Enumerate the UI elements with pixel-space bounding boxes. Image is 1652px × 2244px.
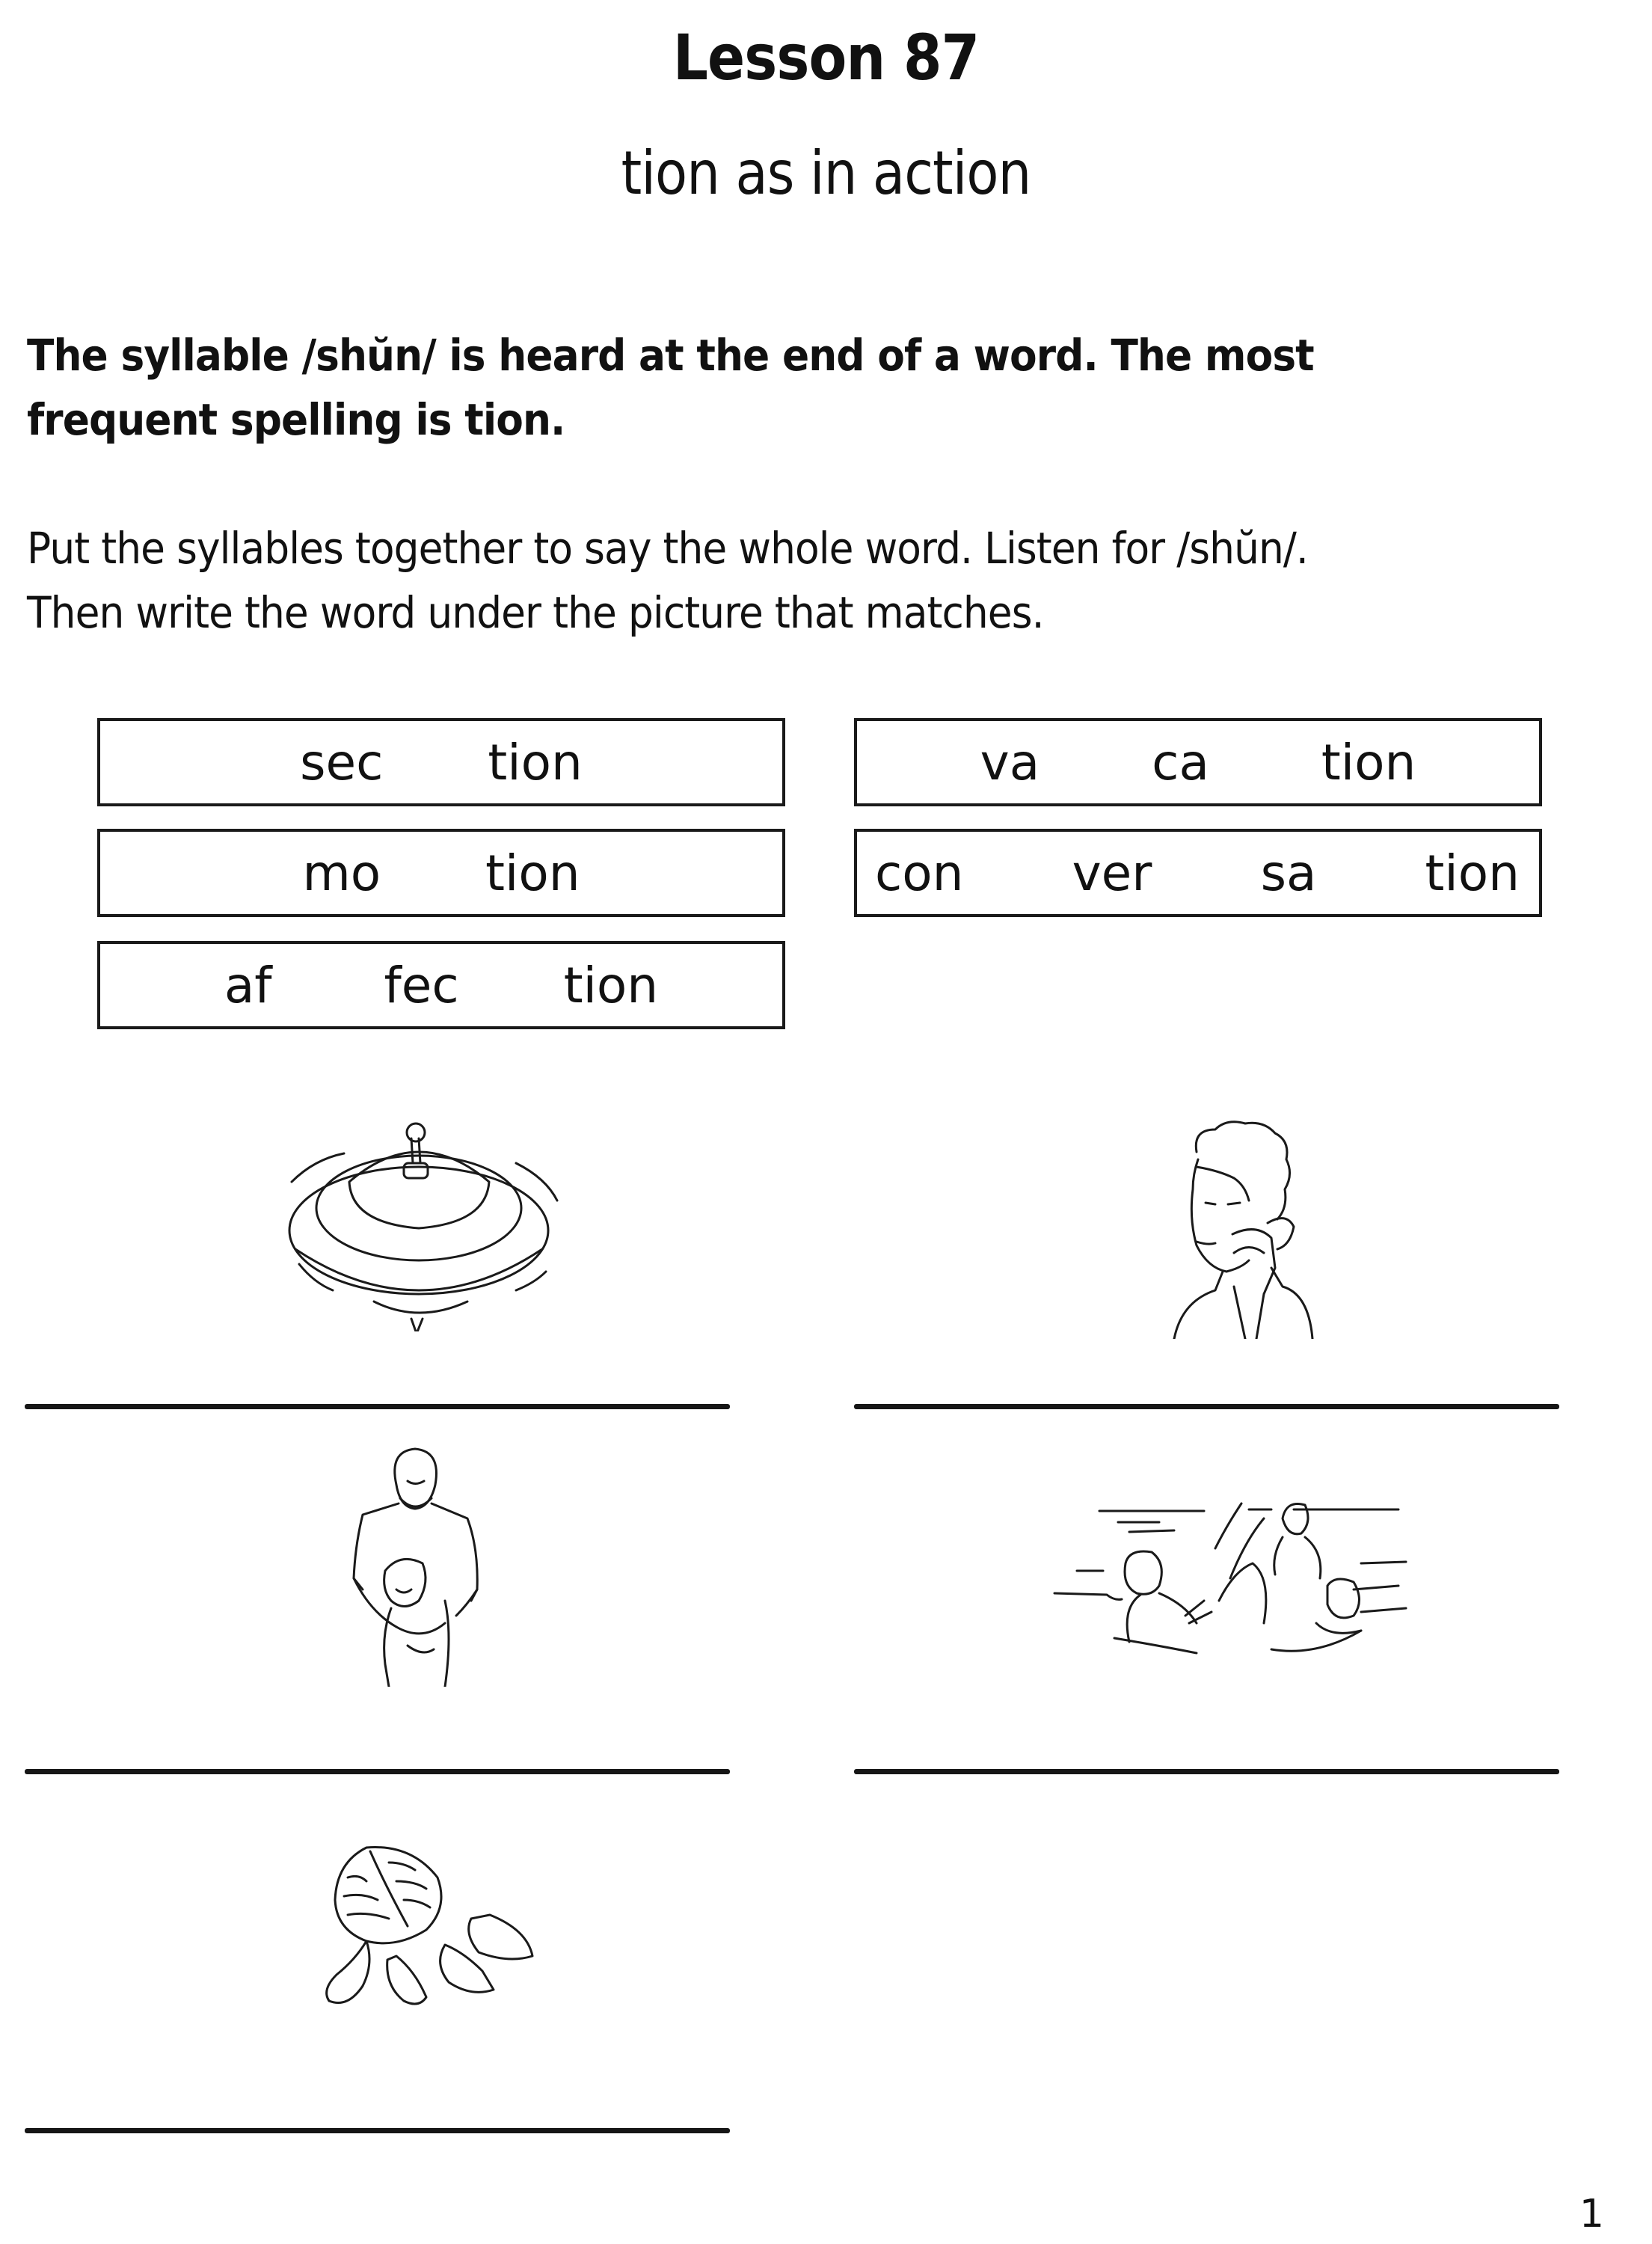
spinning-top-icon	[269, 1107, 568, 1331]
syllable: sa	[1260, 844, 1317, 902]
syllable: con	[875, 844, 964, 902]
syllable: tion	[563, 956, 659, 1014]
syllable-box-conversation	[854, 829, 1542, 917]
syllable-box-motion	[97, 829, 785, 917]
syllable-box-vacation	[854, 718, 1542, 806]
lesson-subtitle: tion as in action	[621, 138, 1031, 208]
syllable: tion	[1321, 733, 1416, 791]
syllable: mo	[302, 844, 381, 902]
task-line-1: Put the syllables together to say the whole word. Listen for /shŭn/.	[27, 523, 1308, 574]
syllable: tion	[1425, 844, 1520, 902]
answer-line-orange[interactable]	[25, 2128, 730, 2133]
father-hugging-child-icon	[340, 1440, 490, 1687]
answer-line-phone[interactable]	[854, 1404, 1559, 1409]
syllable: tion	[485, 844, 580, 902]
syllable: tion	[488, 733, 583, 791]
page-number: 1	[1579, 2192, 1604, 2237]
rule-text: The syllable /shŭn/ is heard at the end of a word. The most frequent spelling is tion.	[27, 330, 1314, 445]
person-on-phone-icon	[1152, 1115, 1331, 1339]
answer-line-splashing[interactable]	[854, 1769, 1559, 1774]
syllable-box-section	[97, 718, 785, 806]
answer-line-spinning-top[interactable]	[25, 1404, 730, 1409]
kids-splashing-in-water-icon	[1047, 1481, 1421, 1661]
syllable: va	[980, 733, 1040, 791]
syllable: ca	[1152, 733, 1209, 791]
orange-sections-icon	[314, 1840, 538, 2012]
syllable-box-affection	[97, 941, 785, 1029]
task-instructions	[27, 516, 1506, 645]
answer-line-hug[interactable]	[25, 1769, 730, 1774]
syllable: fec	[384, 956, 459, 1014]
lesson-title: Lesson 87	[672, 21, 980, 94]
task-line-2: Then write the word under the picture that matches.	[27, 587, 1044, 638]
syllable: af	[224, 956, 272, 1014]
syllable: sec	[300, 733, 384, 791]
syllable: ver	[1072, 844, 1152, 902]
